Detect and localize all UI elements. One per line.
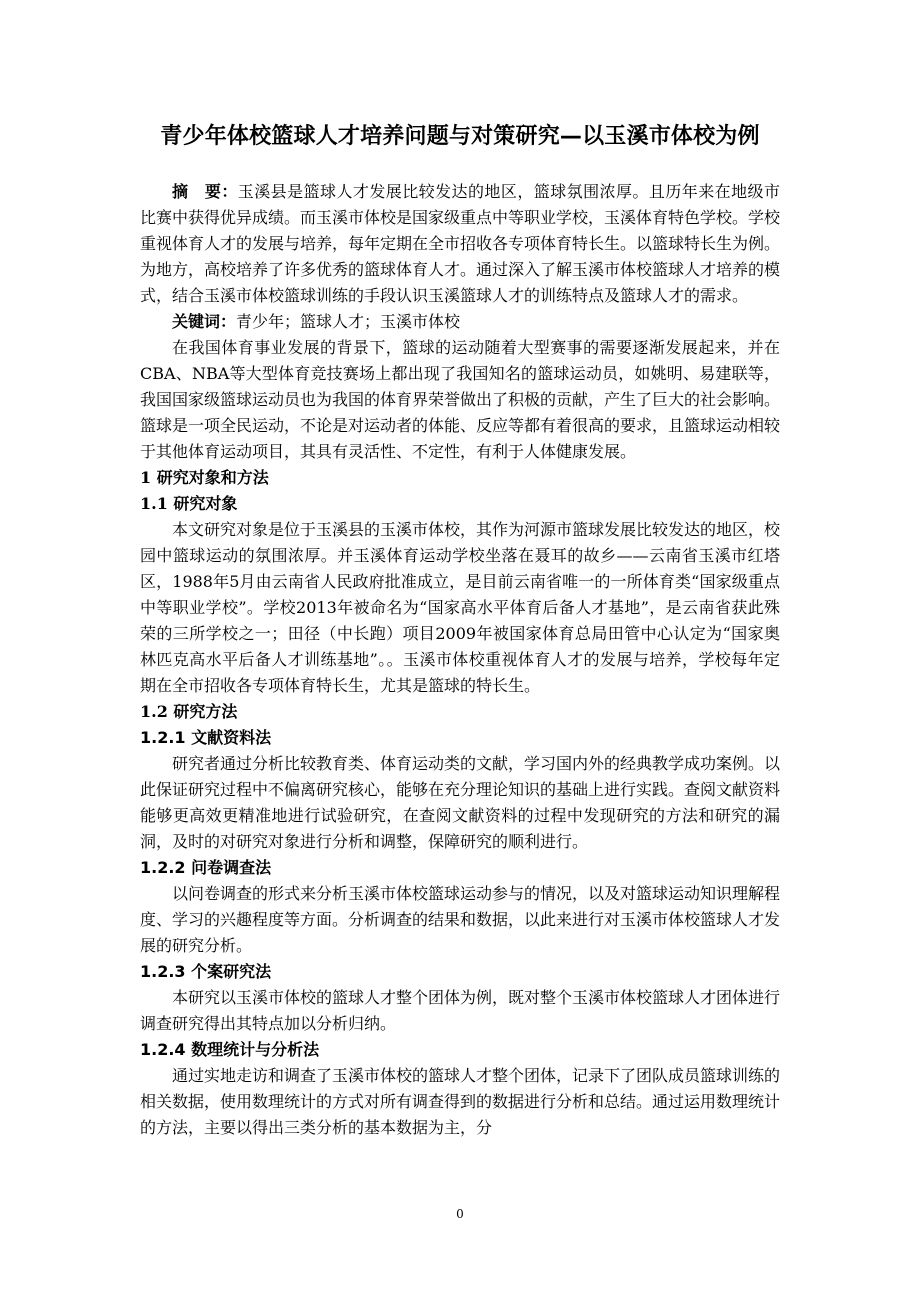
section-1-2-3-paragraph: 本研究以玉溪市体校的篮球人才整个团体为例，既对整个玉溪市体校篮球人才团体进行调查研究得出其特点加以分析归纳。 (140, 988, 781, 1033)
section-1-heading: 1 研究对象和方法 (140, 468, 269, 487)
section-1-2-4-paragraph: 通过实地走访和调查了玉溪市体校的篮球人才整个团体，记录下了团队成员篮球训练的相关数据，使用数理统计的方式对所有调查得到的数据进行分析和总结。通过运用数理统计的方法，主要以得出三类分析的基本数据为主，分 (140, 1066, 781, 1137)
section-1-2-4-heading: 1.2.4 数理统计与分析法 (140, 1040, 320, 1059)
section-1-2-heading: 1.2 研究方法 (140, 702, 238, 721)
section-1-2-2-paragraph: 以问卷调查的形式来分析玉溪市体校篮球运动参与的情况，以及对篮球运动知识理解程度、学习的兴趣程度等方面。分析调查的结果和数据，以此来进行对玉溪市体校篮球人才发展的研究分析。 (140, 884, 781, 955)
section-1-2-1-paragraph: 研究者通过分析比较教育类、体育运动类的文献，学习国内外的经典教学成功案例。以此保证研究过程中不偏离研究核心，能够在充分理论知识的基础上进行实践。查阅文献资料能够更高效更精准地进行试验研究，在查阅文献资料的过程中发现研究的方法和研究的漏洞，及时的对研究对象进行分析和调整，保障研究的顺利进行。 (140, 754, 781, 851)
keywords-text: 青少年；篮球人才；玉溪市体校 (236, 312, 461, 331)
keywords-paragraph (140, 309, 780, 335)
intro-paragraph: 在我国体育事业发展的背景下，篮球的运动随着大型赛事的需要逐渐发展起来，并在CBA、NBA等大型体育竞技赛场上都出现了我国知名的篮球运动员，如姚明、易建联等，我国国家级篮球运动员也为我国的体育界荣誉做出了积极的贡献，产生了巨大的社会影响。篮球是一项全民运动，不论是对运动者的体能、反应等都有着很高的要求，且篮球运动相较于其他体育运动项目，其具有灵活性、不定性，有利于人体健康发展。 (140, 338, 781, 461)
page-title: 青少年体校篮球人才培养问题与对策研究—以玉溪市体校为例 (160, 124, 760, 149)
section-1-2-1-heading: 1.2.1 文献资料法 (140, 728, 272, 747)
section-1-2-3-heading: 1.2.3 个案研究法 (140, 962, 272, 981)
document-body (140, 179, 780, 1141)
section-1-2-2-heading: 1.2.2 问卷调查法 (140, 858, 272, 877)
keywords-label: 关键词： (172, 312, 237, 331)
section-1-1-heading: 1.1 研究对象 (140, 494, 238, 513)
abstract-paragraph (140, 179, 780, 309)
abstract-text: 玉溪县是篮球人才发展比较发达的地区，篮球氛围浓厚。且历年来在地级市比赛中获得优异成绩。而玉溪市体校是国家级重点中等职业学校，玉溪体育特色学校。学校重视体育人才的发展与培养，每年定期在全市招收各专项体育特长生。以篮球特长生为例。为地方，高校培养了许多优秀的篮球体育人才。通过深入了解玉溪市体校篮球人才培养的模式，结合玉溪市体校篮球训练的手段认识玉溪篮球人才的训练特点及篮球人才的需求。 (140, 182, 781, 305)
abstract-label: 摘 要： (172, 182, 238, 201)
page-number: 0 (456, 1207, 464, 1221)
section-1-1-paragraph: 本文研究对象是位于玉溪县的玉溪市体校，其作为河源市篮球发展比较发达的地区，校园中篮球运动的氛围浓厚。并玉溪体育运动学校坐落在聂耳的故乡——云南省玉溪市红塔区，1988年5月由云南省人民政府批准成立，是目前云南省唯一的一所体育类“国家级重点中等职业学校”。学校2013年被命名为“国家高水平体育后备人才基地”，是云南省获此殊荣的三所学校之一；田径（中长跑）项目2009年被国家体育总局田管中心认定为“国家奥林匹克高水平后备人才训练基地”。。玉溪市体校重视体育人才的发展与培养，学校每年定期在全市招收各专项体育特长生，尤其是篮球的特长生。 (140, 520, 781, 695)
